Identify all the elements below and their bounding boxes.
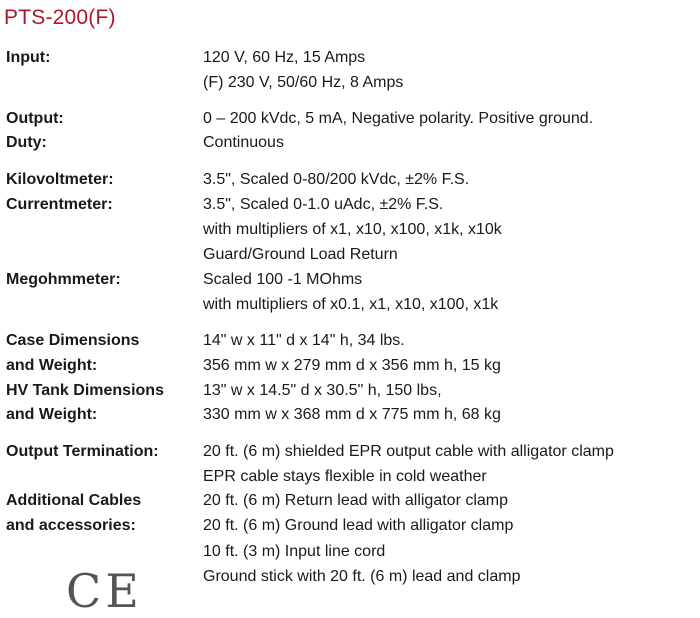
- output-value: 0 – 200 kVdc, 5 mA, Negative polarity. Positive ground.: [203, 110, 594, 127]
- output-termination-value-2: EPR cable stays flexible in cold weather: [203, 468, 487, 485]
- input-label: Input:: [6, 49, 51, 66]
- product-title: PTS-200(F): [4, 6, 116, 29]
- additional-cables-value-3: 10 ft. (3 m) Input line cord: [203, 543, 386, 560]
- additional-cables-label: Additional Cables: [6, 492, 142, 509]
- currentmeter-value-1: 3.5", Scaled 0-1.0 uAdc, ±2% F.S.: [203, 196, 444, 213]
- case-dimensions-value-1: 14" w x 11" d x 14" h, 34 lbs.: [203, 332, 405, 349]
- currentmeter-label: Currentmeter:: [6, 196, 113, 213]
- kilovoltmeter-label: Kilovoltmeter:: [6, 171, 114, 188]
- tank-weight-label: and Weight:: [6, 406, 98, 423]
- output-termination-label: Output Termination:: [6, 443, 159, 460]
- case-dimensions-value-2: 356 mm w x 279 mm d x 356 mm h, 15 kg: [203, 357, 501, 374]
- tank-dimensions-value-2: 330 mm w x 368 mm d x 775 mm h, 68 kg: [203, 406, 501, 423]
- input-value-1: 120 V, 60 Hz, 15 Amps: [203, 49, 366, 66]
- accessories-label: and accessories:: [6, 517, 136, 534]
- output-termination-value-1: 20 ft. (6 m) shielded EPR output cable with alligator clamp: [203, 443, 614, 460]
- additional-cables-value-4: Ground stick with 20 ft. (6 m) lead and clamp: [203, 568, 521, 585]
- duty-value: Continuous: [203, 134, 284, 151]
- output-label: Output:: [6, 110, 64, 127]
- ce-mark-logo: CE: [66, 564, 143, 618]
- kilovoltmeter-value: 3.5", Scaled 0-80/200 kVdc, ±2% F.S.: [203, 171, 470, 188]
- duty-label: Duty:: [6, 134, 47, 151]
- input-value-2: (F) 230 V, 50/60 Hz, 8 Amps: [203, 74, 404, 91]
- currentmeter-value-2: with multipliers of x1, x10, x100, x1k, x10k: [203, 221, 502, 238]
- megohmmeter-value-1: Scaled 100 -1 MOhms: [203, 271, 363, 288]
- tank-dimensions-value-1: 13" w x 14.5" d x 30.5" h, 150 lbs,: [203, 382, 442, 399]
- additional-cables-value-1: 20 ft. (6 m) Return lead with alligator clamp: [203, 492, 509, 509]
- case-weight-label: and Weight:: [6, 357, 98, 374]
- megohmmeter-value-2: with multipliers of x0.1, x1, x10, x100, x1k: [203, 296, 499, 313]
- megohmmeter-label: Megohmmeter:: [6, 271, 121, 288]
- additional-cables-value-2: 20 ft. (6 m) Ground lead with alligator clamp: [203, 517, 514, 534]
- currentmeter-value-3: Guard/Ground Load Return: [203, 246, 398, 263]
- tank-dimensions-label: HV Tank Dimensions: [6, 382, 164, 399]
- case-dimensions-label: Case Dimensions: [6, 332, 140, 349]
